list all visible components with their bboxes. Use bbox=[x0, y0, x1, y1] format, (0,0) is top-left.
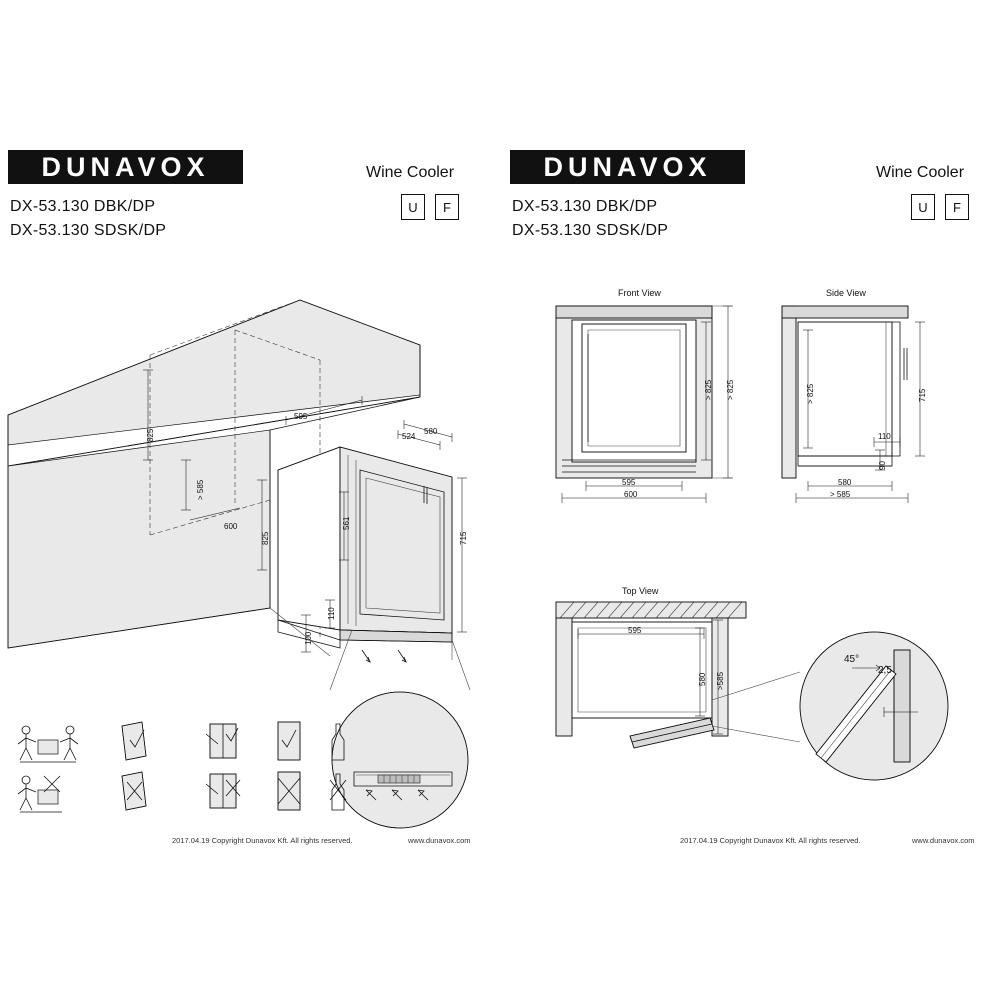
top-view-drawing bbox=[556, 602, 800, 748]
dim-top-depth-580: 580 bbox=[698, 672, 707, 686]
dim-unit-height-825: 825 bbox=[261, 531, 270, 545]
door-hinge-clearance-detail bbox=[800, 632, 948, 780]
dim-cab-height-825: 825 bbox=[146, 428, 155, 442]
dim-plinth-100: 100 bbox=[304, 631, 313, 645]
dim-front-inner-height-825: > 825 bbox=[704, 379, 713, 400]
side-view-title: Side View bbox=[826, 288, 866, 298]
badge-u: U bbox=[401, 194, 425, 220]
dim-unit-depth-524: 524 bbox=[402, 432, 416, 441]
dim-plinth-110: 110 bbox=[327, 607, 336, 620]
dim-front-width-595: 595 bbox=[622, 478, 636, 487]
dim-side-depth-min-585: > 585 bbox=[830, 490, 851, 499]
dim-cab-depth-min-585: > 585 bbox=[196, 479, 205, 500]
footer-copyright-right: 2017.04.19 Copyright Dunavox Kft. All rights reserved. bbox=[680, 836, 861, 845]
dim-side-plinth-90: 90 bbox=[878, 461, 887, 470]
dim-side-height-715: 715 bbox=[918, 388, 927, 402]
front-view-drawing bbox=[556, 306, 733, 503]
cut-box-not-allowed-icon bbox=[206, 774, 240, 808]
dim-unit-height-715: 715 bbox=[459, 531, 468, 545]
dim-front-width-600: 600 bbox=[624, 490, 638, 499]
top-view-title: Top View bbox=[622, 586, 659, 596]
dim-front-height-min-825: > 825 bbox=[726, 379, 735, 400]
category-label-right: Wine Cooler bbox=[876, 164, 965, 181]
dim-side-plinth-110: 110 bbox=[878, 432, 891, 441]
badge-f: F bbox=[435, 194, 459, 220]
brand-logo-text: DUNAVOX bbox=[41, 151, 210, 182]
one-person-lift-not-allowed-icon bbox=[18, 776, 62, 812]
dim-side-depth-580: 580 bbox=[838, 478, 852, 487]
badge-u-right: U bbox=[911, 194, 935, 220]
lay-down-not-allowed-icon bbox=[278, 772, 300, 810]
dim-unit-depth-580: 580 bbox=[424, 427, 438, 436]
open-box-knife-ok-icon bbox=[206, 724, 238, 758]
dim-top-depth-min-585: >585 bbox=[716, 671, 725, 690]
model-number-primary: DX-53.130 DBK/DP bbox=[10, 198, 156, 215]
dim-niche-width-600: 600 bbox=[224, 522, 238, 531]
model-number-primary-right: DX-53.130 DBK/DP bbox=[512, 198, 658, 215]
model-number-secondary-right: DX-53.130 SDSK/DP bbox=[512, 222, 669, 239]
side-view-drawing bbox=[782, 306, 925, 503]
detail-gap-25: 2,5 bbox=[878, 665, 892, 676]
keep-upright-ok-icon bbox=[278, 722, 300, 760]
two-person-lift-ok-icon bbox=[18, 726, 78, 762]
pictogram-grid bbox=[14, 720, 354, 820]
detail-angle-45: 45° bbox=[844, 654, 860, 665]
orthographic-views bbox=[500, 0, 1000, 1000]
model-number-secondary: DX-53.130 SDSK/DP bbox=[10, 222, 167, 239]
dim-shelf-561: 561 bbox=[342, 516, 351, 530]
footer-copyright-left: 2017.04.19 Copyright Dunavox Kft. All rights reserved. bbox=[172, 836, 353, 845]
brand-logo-text-right: DUNAVOX bbox=[543, 151, 712, 182]
right-panel bbox=[500, 0, 1000, 1000]
bottle-tilt-not-allowed-icon bbox=[330, 774, 346, 810]
front-view-title: Front View bbox=[618, 288, 661, 298]
dim-side-height-825: > 825 bbox=[806, 383, 815, 404]
dim-niche-width-595: 595 bbox=[294, 412, 308, 421]
category-label: Wine Cooler bbox=[366, 164, 455, 181]
dim-top-width-595: 595 bbox=[628, 626, 642, 635]
footer-url-right[interactable]: www.dunavox.com bbox=[912, 836, 975, 845]
footer-url-left[interactable]: www.dunavox.com bbox=[408, 836, 471, 845]
tilt-package-ok-icon bbox=[122, 722, 146, 760]
tilt-package-not-allowed-icon bbox=[122, 772, 146, 810]
bottle-upright-ok-icon bbox=[332, 724, 344, 760]
badge-f-right: F bbox=[945, 194, 969, 220]
